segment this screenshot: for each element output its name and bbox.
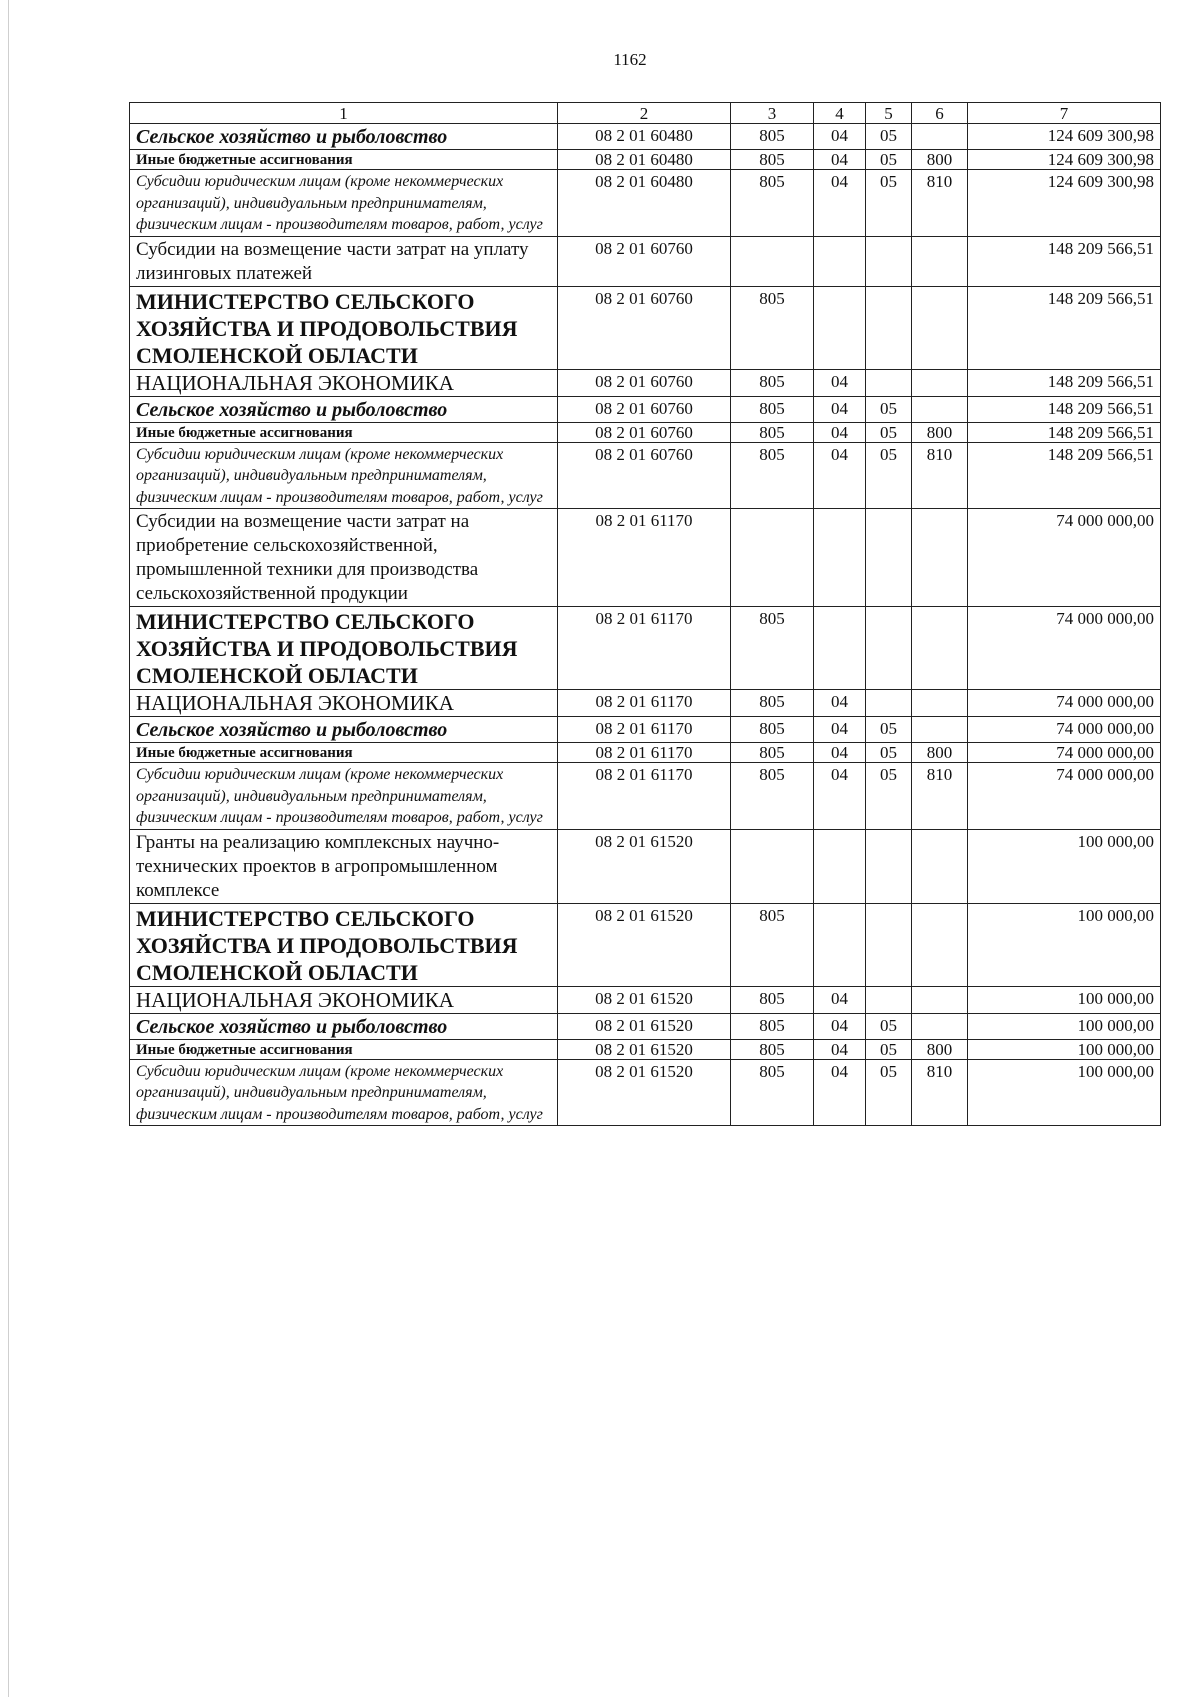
row-name-cell: Гранты на реализацию комплексных научно-технических проектов в агропромышленном комплексе [130, 829, 558, 903]
row-name-cell: Субсидии юридическим лицам (кроме некоммерческих организаций), индивидуальным предпринимателям, физическим лицам - производителям товаров, работ, услуг [130, 442, 558, 509]
row-amount-cell: 74 000 000,00 [968, 509, 1161, 607]
row-col3-cell: 805 [731, 369, 814, 396]
row-col5-cell: 05 [866, 743, 912, 763]
row-col3-cell [731, 829, 814, 903]
row-amount-cell: 100 000,00 [968, 829, 1161, 903]
row-col5-cell: 05 [866, 396, 912, 422]
page-number: 1162 [613, 50, 647, 69]
row-col4-cell [814, 903, 866, 986]
row-code-cell: 08 2 01 61520 [558, 829, 731, 903]
table-row [130, 509, 1161, 607]
row-code-cell: 08 2 01 60760 [558, 286, 731, 369]
row-col6-cell [912, 236, 968, 286]
table-header-row [130, 103, 1161, 124]
row-col3-cell: 805 [731, 442, 814, 509]
row-col6-cell: 800 [912, 743, 968, 763]
row-code-cell: 08 2 01 60480 [558, 170, 731, 237]
row-amount-cell: 100 000,00 [968, 1013, 1161, 1039]
row-col3-cell: 805 [731, 986, 814, 1013]
row-col5-cell [866, 829, 912, 903]
row-col4-cell: 04 [814, 396, 866, 422]
row-col6-cell: 800 [912, 150, 968, 170]
row-code-cell: 08 2 01 61170 [558, 690, 731, 717]
row-col3-cell: 805 [731, 170, 814, 237]
row-col6-cell: 810 [912, 763, 968, 830]
row-amount-cell: 100 000,00 [968, 903, 1161, 986]
row-amount-cell: 74 000 000,00 [968, 763, 1161, 830]
table-row [130, 1013, 1161, 1039]
row-col6-cell [912, 607, 968, 690]
row-col5-cell: 05 [866, 170, 912, 237]
row-amount-cell: 124 609 300,98 [968, 150, 1161, 170]
row-col3-cell [731, 236, 814, 286]
row-code-cell: 08 2 01 60760 [558, 422, 731, 442]
table-row [130, 1039, 1161, 1059]
row-col3-cell: 805 [731, 286, 814, 369]
row-name-cell: Субсидии на возмещение части затрат на уплату лизинговых платежей [130, 236, 558, 286]
row-col3-cell: 805 [731, 396, 814, 422]
row-col5-cell: 05 [866, 422, 912, 442]
row-col3-cell: 805 [731, 150, 814, 170]
table-row [130, 607, 1161, 690]
row-name-cell: Сельское хозяйство и рыболовство [130, 717, 558, 743]
row-code-cell: 08 2 01 60480 [558, 150, 731, 170]
row-amount-cell: 100 000,00 [968, 986, 1161, 1013]
row-col4-cell: 04 [814, 442, 866, 509]
table-row [130, 743, 1161, 763]
table-row [130, 124, 1161, 150]
row-col5-cell: 05 [866, 1059, 912, 1126]
row-name-cell: Иные бюджетные ассигнования [130, 743, 558, 763]
scan-edge-line [8, 0, 9, 1697]
row-col6-cell [912, 124, 968, 150]
row-code-cell: 08 2 01 61520 [558, 1013, 731, 1039]
row-amount-cell: 100 000,00 [968, 1059, 1161, 1126]
row-col6-cell [912, 509, 968, 607]
row-code-cell: 08 2 01 61520 [558, 986, 731, 1013]
row-amount-cell: 148 209 566,51 [968, 396, 1161, 422]
row-col4-cell: 04 [814, 690, 866, 717]
row-col3-cell: 805 [731, 1013, 814, 1039]
row-col5-cell [866, 690, 912, 717]
row-amount-cell: 100 000,00 [968, 1039, 1161, 1059]
row-code-cell: 08 2 01 60760 [558, 442, 731, 509]
row-name-cell: Сельское хозяйство и рыболовство [130, 124, 558, 150]
row-col5-cell: 05 [866, 763, 912, 830]
header-cell-2: 2 [558, 103, 731, 124]
row-col6-cell [912, 986, 968, 1013]
row-col4-cell: 04 [814, 743, 866, 763]
table-row [130, 396, 1161, 422]
row-amount-cell: 74 000 000,00 [968, 690, 1161, 717]
table-body [130, 103, 1161, 1126]
table-row [130, 170, 1161, 237]
row-col3-cell: 805 [731, 1059, 814, 1126]
row-code-cell: 08 2 01 61170 [558, 509, 731, 607]
table-row [130, 829, 1161, 903]
row-col5-cell [866, 509, 912, 607]
row-code-cell: 08 2 01 60760 [558, 369, 731, 396]
row-code-cell: 08 2 01 61170 [558, 717, 731, 743]
row-amount-cell: 148 209 566,51 [968, 236, 1161, 286]
table-row [130, 1059, 1161, 1126]
row-col5-cell [866, 236, 912, 286]
row-col4-cell: 04 [814, 986, 866, 1013]
row-amount-cell: 74 000 000,00 [968, 743, 1161, 763]
row-code-cell: 08 2 01 61170 [558, 743, 731, 763]
row-col5-cell: 05 [866, 124, 912, 150]
row-col3-cell: 805 [731, 763, 814, 830]
row-col6-cell: 800 [912, 1039, 968, 1059]
row-name-cell: Иные бюджетные ассигнования [130, 150, 558, 170]
row-code-cell: 08 2 01 60760 [558, 236, 731, 286]
row-col3-cell: 805 [731, 690, 814, 717]
row-col6-cell: 810 [912, 1059, 968, 1126]
row-name-cell: Субсидии юридическим лицам (кроме некоммерческих организаций), индивидуальным предпринимателям, физическим лицам - производителям товаров, работ, услуг [130, 763, 558, 830]
table-row [130, 422, 1161, 442]
budget-table [129, 102, 1161, 1126]
row-col6-cell [912, 690, 968, 717]
row-col6-cell [912, 903, 968, 986]
row-name-cell: НАЦИОНАЛЬНАЯ ЭКОНОМИКА [130, 986, 558, 1013]
row-col6-cell: 810 [912, 170, 968, 237]
row-name-cell: Субсидии юридическим лицам (кроме некоммерческих организаций), индивидуальным предпринимателям, физическим лицам - производителям товаров, работ, услуг [130, 1059, 558, 1126]
header-cell-5: 5 [866, 103, 912, 124]
row-col4-cell: 04 [814, 170, 866, 237]
row-col5-cell: 05 [866, 1039, 912, 1059]
row-col3-cell [731, 509, 814, 607]
row-name-cell: Субсидии на возмещение части затрат на приобретение сельскохозяйственной, промышленной техники для производства сельскохозяйственной продукции [130, 509, 558, 607]
row-code-cell: 08 2 01 61170 [558, 607, 731, 690]
table-row [130, 286, 1161, 369]
table-row [130, 442, 1161, 509]
row-col5-cell [866, 286, 912, 369]
row-name-cell: МИНИСТЕРСТВО СЕЛЬСКОГО ХОЗЯЙСТВА И ПРОДОВОЛЬСТВИЯ СМОЛЕНСКОЙ ОБЛАСТИ [130, 903, 558, 986]
header-cell-7: 7 [968, 103, 1161, 124]
row-col4-cell: 04 [814, 1059, 866, 1126]
row-code-cell: 08 2 01 61520 [558, 1059, 731, 1126]
row-name-cell: МИНИСТЕРСТВО СЕЛЬСКОГО ХОЗЯЙСТВА И ПРОДОВОЛЬСТВИЯ СМОЛЕНСКОЙ ОБЛАСТИ [130, 286, 558, 369]
row-amount-cell: 148 209 566,51 [968, 369, 1161, 396]
row-amount-cell: 74 000 000,00 [968, 717, 1161, 743]
row-code-cell: 08 2 01 60480 [558, 124, 731, 150]
row-col4-cell: 04 [814, 150, 866, 170]
row-amount-cell: 124 609 300,98 [968, 170, 1161, 237]
row-code-cell: 08 2 01 60760 [558, 396, 731, 422]
row-code-cell: 08 2 01 61520 [558, 903, 731, 986]
row-col3-cell: 805 [731, 1039, 814, 1059]
table-row [130, 986, 1161, 1013]
row-col3-cell: 805 [731, 717, 814, 743]
row-col4-cell [814, 509, 866, 607]
header-cell-1: 1 [130, 103, 558, 124]
row-col4-cell: 04 [814, 1013, 866, 1039]
table-row [130, 369, 1161, 396]
row-col6-cell [912, 1013, 968, 1039]
row-amount-cell: 124 609 300,98 [968, 124, 1161, 150]
row-col5-cell [866, 903, 912, 986]
row-col6-cell: 800 [912, 422, 968, 442]
row-col5-cell [866, 607, 912, 690]
row-col4-cell: 04 [814, 124, 866, 150]
row-col4-cell: 04 [814, 422, 866, 442]
row-name-cell: НАЦИОНАЛЬНАЯ ЭКОНОМИКА [130, 690, 558, 717]
row-amount-cell: 148 209 566,51 [968, 286, 1161, 369]
row-col6-cell: 810 [912, 442, 968, 509]
row-name-cell: Сельское хозяйство и рыболовство [130, 1013, 558, 1039]
row-col6-cell [912, 369, 968, 396]
row-col5-cell: 05 [866, 717, 912, 743]
row-col6-cell [912, 286, 968, 369]
row-code-cell: 08 2 01 61170 [558, 763, 731, 830]
row-col5-cell: 05 [866, 442, 912, 509]
row-col3-cell: 805 [731, 422, 814, 442]
row-name-cell: НАЦИОНАЛЬНАЯ ЭКОНОМИКА [130, 369, 558, 396]
row-col5-cell: 05 [866, 1013, 912, 1039]
row-col4-cell [814, 236, 866, 286]
row-amount-cell: 74 000 000,00 [968, 607, 1161, 690]
row-col3-cell: 805 [731, 743, 814, 763]
row-amount-cell: 148 209 566,51 [968, 422, 1161, 442]
table-row [130, 690, 1161, 717]
row-col6-cell [912, 829, 968, 903]
row-col3-cell: 805 [731, 124, 814, 150]
row-col6-cell [912, 396, 968, 422]
table-row [130, 763, 1161, 830]
row-col4-cell: 04 [814, 1039, 866, 1059]
row-col4-cell [814, 286, 866, 369]
table-row [130, 236, 1161, 286]
row-col4-cell: 04 [814, 369, 866, 396]
row-col5-cell: 05 [866, 150, 912, 170]
row-name-cell: Сельское хозяйство и рыболовство [130, 396, 558, 422]
row-code-cell: 08 2 01 61520 [558, 1039, 731, 1059]
header-cell-3: 3 [731, 103, 814, 124]
row-col4-cell [814, 607, 866, 690]
row-col4-cell [814, 829, 866, 903]
row-col5-cell [866, 369, 912, 396]
row-name-cell: Субсидии юридическим лицам (кроме некоммерческих организаций), индивидуальным предпринимателям, физическим лицам - производителям товаров, работ, услуг [130, 170, 558, 237]
table-row [130, 150, 1161, 170]
row-amount-cell: 148 209 566,51 [968, 442, 1161, 509]
table-row [130, 903, 1161, 986]
header-cell-4: 4 [814, 103, 866, 124]
row-col3-cell: 805 [731, 903, 814, 986]
row-col4-cell: 04 [814, 717, 866, 743]
row-name-cell: МИНИСТЕРСТВО СЕЛЬСКОГО ХОЗЯЙСТВА И ПРОДОВОЛЬСТВИЯ СМОЛЕНСКОЙ ОБЛАСТИ [130, 607, 558, 690]
row-name-cell: Иные бюджетные ассигнования [130, 1039, 558, 1059]
table-row [130, 717, 1161, 743]
row-col4-cell: 04 [814, 763, 866, 830]
row-col6-cell [912, 717, 968, 743]
header-cell-6: 6 [912, 103, 968, 124]
row-col3-cell: 805 [731, 607, 814, 690]
row-name-cell: Иные бюджетные ассигнования [130, 422, 558, 442]
row-col5-cell [866, 986, 912, 1013]
